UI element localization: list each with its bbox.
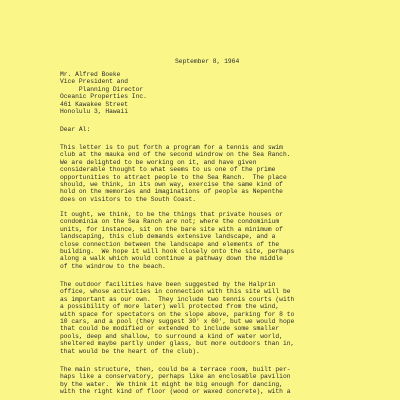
body-line: along a walk which would continue a pathway down the middle [60, 255, 283, 263]
body-line: haps like a conservatory, perhaps like an enclosable pavilion [60, 373, 291, 381]
body-line: We are delighted to be working on it, and have given [60, 158, 257, 166]
address-line: Honolulu 3, Hawaii [60, 108, 129, 115]
body-line: of the windrow to the beach. [60, 262, 166, 270]
body-line: close connection between the landscape and elements of the [60, 240, 280, 248]
address-line: Oceanic Properties Inc. [60, 93, 147, 101]
body-line: that would be the heart of the club). [60, 347, 200, 355]
body-line: This letter is to put forth a program for a tennis and swim [60, 144, 283, 151]
body-line: condominia on the Sea Ranch are not; where the condominium [60, 218, 280, 226]
address-line: Planning Director [60, 85, 144, 93]
salutation: Dear Al: [60, 126, 91, 133]
body-line: hold on the memories and imaginations of people as Nepenthe [60, 188, 283, 196]
body-line: a possibility of more later) well protected from the wind, [60, 303, 280, 311]
body-line: pools, deep and shallow, to surround a kind of water world, [60, 332, 283, 340]
address-line: Mr. Alfred Boeke [60, 71, 121, 78]
body-line: club at the mauka end of the second windrow on the Sea Ranch. [60, 151, 291, 159]
body-line: The main structure, then, could be a terrace room, built per- [60, 366, 291, 373]
body-line: office, whose activities in connection with this site will be [60, 288, 291, 296]
body-line: building. We hope it will hook closely onto the site, perhaps [60, 248, 295, 255]
body-line: that could be modified or extended to include some smaller [60, 325, 280, 333]
body-line: sheltered maybe partly under glass, but more outdoors than in, [60, 340, 295, 348]
body-line: should, we think, in its own way, exercise the same kind of [60, 181, 283, 188]
body-line: It ought, we think, to be the things that private houses or [60, 211, 283, 218]
body-line: units, for instance, sit on the bare site with a minimum of [60, 225, 283, 233]
body-line: considerable thought to what seems to us one of the prime [60, 166, 276, 174]
address-line: 461 Kawakee Street [60, 100, 129, 108]
body-line: landscaping, this club demands extensive landscape, and a [60, 233, 276, 241]
letter-date: September 8, 1964 [175, 58, 240, 65]
address-line: Vice President and [60, 78, 129, 86]
body-line: does on visitors to the South Coast. [60, 195, 197, 203]
body-line: The outdoor facilities have been suggested by the Halprin [60, 281, 276, 288]
body-line: as important as our own. They include two tennis courts (with [60, 295, 295, 303]
body-line: by the water. We think it might be big enough for dancing, [60, 380, 283, 388]
body-line: opportunities to attract people to the Sea Ranch. The place [60, 173, 287, 181]
body-line: with the right kind of floor (wood or waxed concrete), with a [60, 388, 291, 396]
body-line: 10 cars, and a pool (they suggest 30' x 60', but we would hope [60, 318, 295, 325]
body-line: with space for spectators on the slope above, parking for 8 to [60, 310, 295, 318]
